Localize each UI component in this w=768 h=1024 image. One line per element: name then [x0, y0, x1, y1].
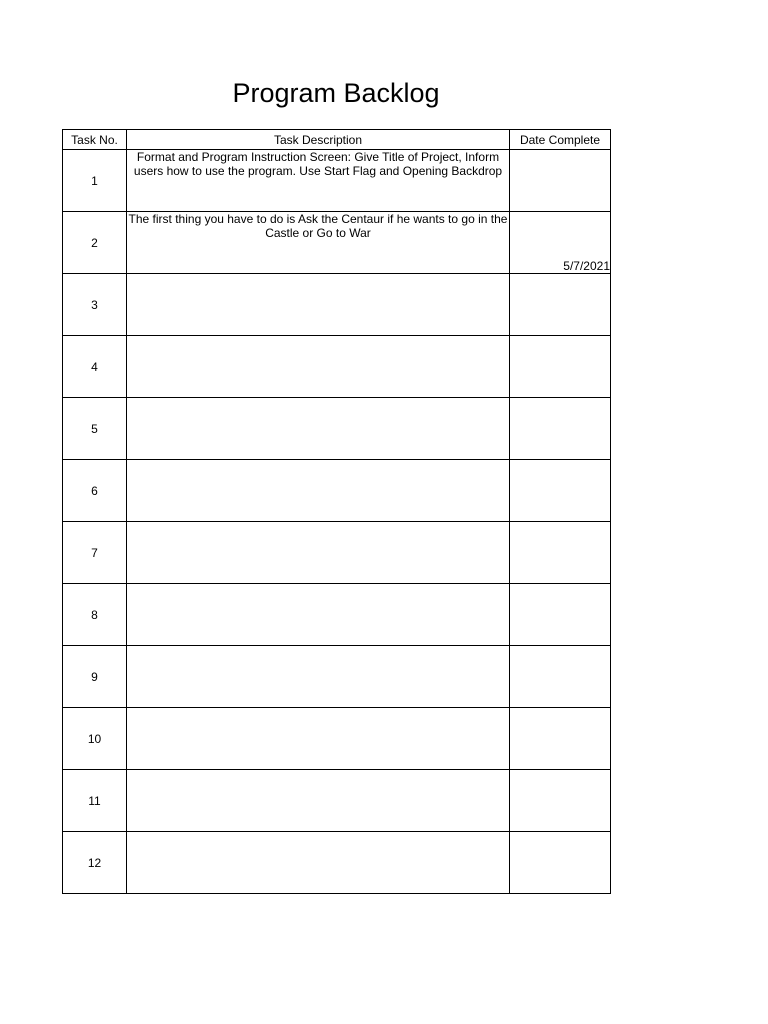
task-description: Format and Program Instruction Screen: Give Title of Project, Inform users how to use the program. Use Start Flag and Opening Backdrop [127, 150, 510, 212]
table-row [63, 212, 611, 274]
date-complete [510, 336, 611, 398]
date-complete [510, 708, 611, 770]
task-description [127, 274, 510, 336]
task-description [127, 646, 510, 708]
task-number: 6 [63, 460, 127, 522]
task-description [127, 708, 510, 770]
date-complete [510, 832, 611, 894]
date-complete [510, 584, 611, 646]
table-row [63, 770, 611, 832]
date-complete [510, 770, 611, 832]
task-number: 9 [63, 646, 127, 708]
table-row [63, 150, 611, 212]
task-number: 2 [63, 212, 127, 274]
date-complete [510, 274, 611, 336]
task-description [127, 832, 510, 894]
header-date-complete: Date Complete [510, 130, 611, 150]
table-row [63, 398, 611, 460]
task-number: 5 [63, 398, 127, 460]
task-number: 10 [63, 708, 127, 770]
header-task-no: Task No. [63, 130, 127, 150]
backlog-table [62, 129, 611, 894]
table-row [63, 336, 611, 398]
task-description: The first thing you have to do is Ask the Centaur if he wants to go in the Castle or Go to War [127, 212, 510, 274]
task-number: 12 [63, 832, 127, 894]
table-row [63, 274, 611, 336]
task-number: 4 [63, 336, 127, 398]
task-description [127, 522, 510, 584]
date-complete [510, 398, 611, 460]
header-row [63, 130, 611, 150]
task-number: 11 [63, 770, 127, 832]
date-complete: 5/7/2021 [510, 212, 611, 274]
task-number: 3 [63, 274, 127, 336]
header-task-description: Task Description [127, 130, 510, 150]
task-number: 7 [63, 522, 127, 584]
date-complete [510, 522, 611, 584]
task-description [127, 584, 510, 646]
task-number: 8 [63, 584, 127, 646]
task-description [127, 336, 510, 398]
date-complete [510, 460, 611, 522]
table-row [63, 832, 611, 894]
table-row [63, 522, 611, 584]
task-number: 1 [63, 150, 127, 212]
task-description [127, 770, 510, 832]
table-row [63, 646, 611, 708]
date-complete [510, 646, 611, 708]
table-row [63, 708, 611, 770]
table-row [63, 584, 611, 646]
task-description [127, 460, 510, 522]
page-title: Program Backlog [232, 78, 440, 108]
table-row [63, 460, 611, 522]
task-description [127, 398, 510, 460]
date-complete [510, 150, 611, 212]
